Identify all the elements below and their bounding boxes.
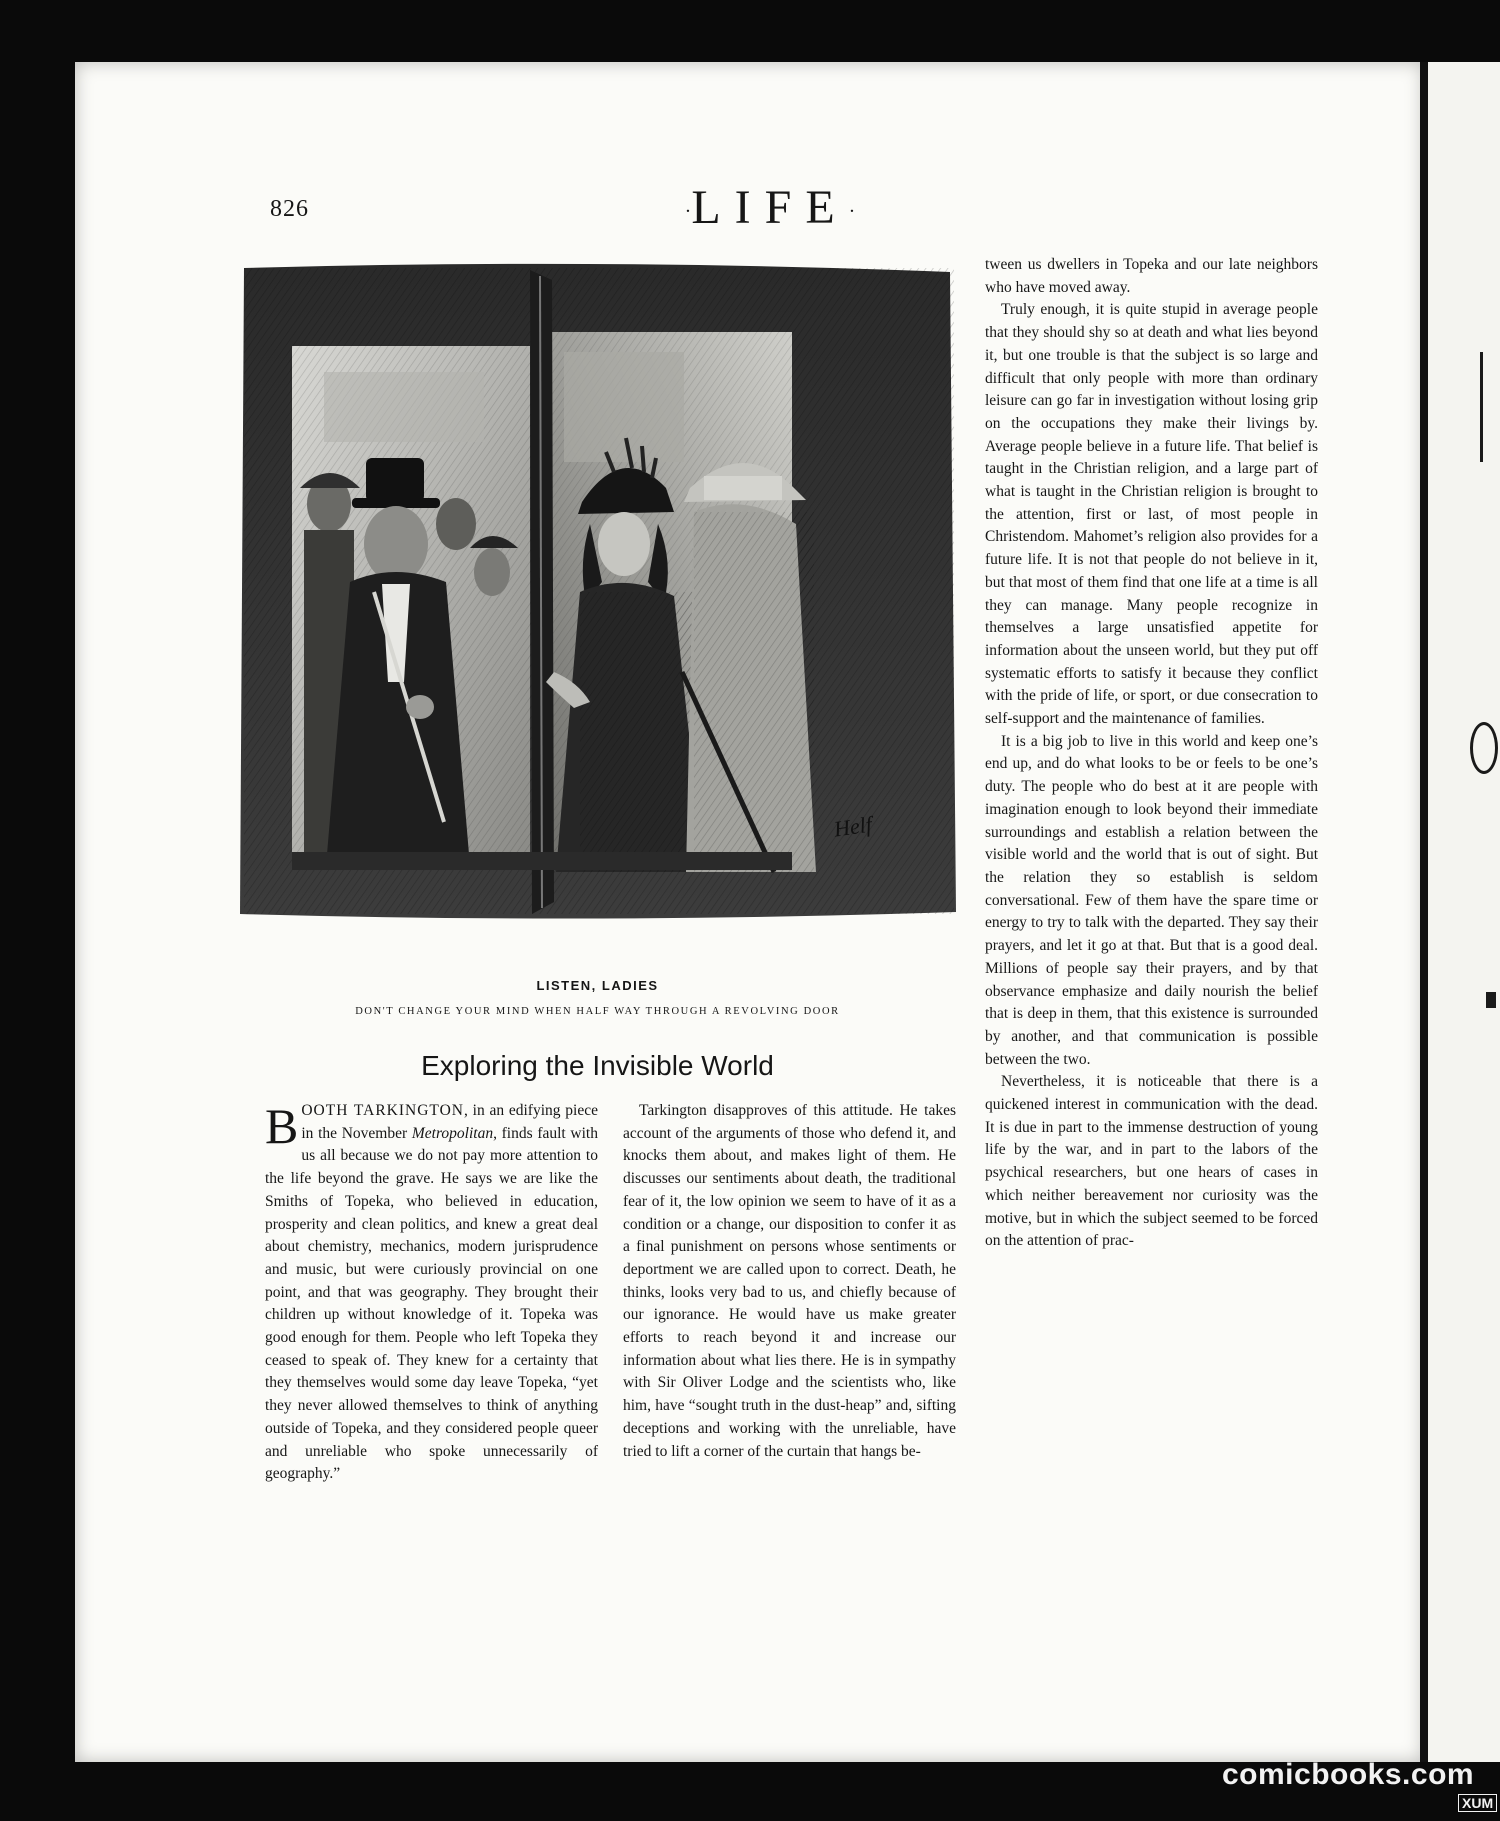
article-paragraph: Tarkington disapproves of this attitude. He takes account of the arguments of those who defend it, and knocks them about, and makes light of them. He discusses our sentiments about death, the traditional fear of it, the low opinion we seem to have of it as a condition or a change, our disposition to confer it as a final punishment on persons whose sentiments or deportment we are called upon to correct. Death, he thinks, looks very bad to us, and chiefly because of our ignorance. He would have us make greater efforts to reach beyond it and increase our information about what lies there. He is in sympathy with Sir Oliver Lodge and the scientists who, like him, have “sought truth in the dust-heap” and, sifting deceptions and working with the unreliable, have tried to lift a corner of the curtain that hangs be- bbox=[623, 1102, 956, 1460]
artist-signature: Helf bbox=[832, 811, 874, 842]
article-headline: Exploring the Invisible World bbox=[421, 1050, 774, 1081]
masthead-title: LIFE bbox=[691, 181, 849, 234]
article-paragraph: tween us dwellers in Topeka and our late neighbors who have moved away. bbox=[985, 256, 1318, 296]
article-paragraph bbox=[265, 1100, 598, 1486]
paragraph-text: , finds fault with us all because we do not pay more attention to the life beyond the grave. He says we are like the Smiths of Topeka, who believed in education, prosperity and clean politics, and knew a great deal about chemistry, mechanics, modern jurisprudence and music, but were curiously provincial on one point, and that was geography. They brought their children up without knowledge of it. Topeka was good enough for them. People who left Topeka they ceased to speak of. They knew for a certainty that they themselves would some day leave Topeka, “yet they never allowed themselves to think of anything outside of Topeka, and they considered people queer and unreliable who spoke unnecessarily of geography.” bbox=[265, 1124, 598, 1483]
article-column-2 bbox=[623, 1100, 956, 1463]
page-gutter bbox=[1420, 62, 1428, 1762]
page-number: 826 bbox=[270, 196, 309, 222]
lead-in: OOTH TARKINGTON bbox=[301, 1102, 464, 1119]
article-paragraph: Truly enough, it is quite stupid in average people that they should shy so at death and what lies beyond it, but one trouble is that the subject is so large and difficult that only people with more than ordinary leisure can go far in investigation without losing grip on the occupations they make their livings by. Average people believe in a future life. That belief is taught in the Christian religion, and a large part of what is taught in the Christian religion is brought to the attention, first or last, of most people in Christendom. Mahomet’s religion also provides for a future life. It is not that people do not believe in it, but that most of them find that one life at a time is all they can manage. Many people recognize in themselves a large unsatisfied appetite for information about the unseen world, but they put off systematic efforts to satisfy it because they conflict with the pride of life, or sport, or due consecration to self-support and the maintenance of families. bbox=[985, 301, 1318, 728]
masthead-dot-left: · bbox=[684, 200, 692, 223]
watermark-tag: XUM bbox=[1458, 1794, 1497, 1812]
watermark bbox=[1222, 1758, 1500, 1820]
watermark-site: comicbooks.com bbox=[1222, 1758, 1475, 1791]
illustration-caption-subtitle: DON'T CHANGE YOUR MIND WHEN HALF WAY THROUGH A REVOLVING DOOR bbox=[355, 1006, 840, 1017]
revolving-door-illustration bbox=[234, 262, 961, 922]
masthead-dot-right: · bbox=[848, 200, 856, 223]
drop-cap: B bbox=[265, 1098, 299, 1154]
article-column-1 bbox=[265, 1100, 598, 1486]
illustration-caption-title: LISTEN, LADIES bbox=[536, 978, 659, 993]
masthead bbox=[660, 180, 880, 235]
next-page-edge bbox=[1428, 62, 1500, 1762]
article-paragraph: It is a big job to live in this world and keep one’s end up, and do what looks to be or feels to be one’s duty. The people who do best at it are people with imagination enough to look beyond their immediate surroundings and establish a relation between the visible world and the world that is out of sight. But the relation they so establish is seldom conversational. Few of them have the spare time or energy to try to talk with the departed. They say their prayers, and let it go at that. But that is a good deal. Millions of people say their prayers, and by that observance emphasize and daily nourish the belief that is deep in them, that this existence is surrounded by another, and that communication is possible between the two. bbox=[985, 732, 1318, 1068]
publication-name: Metropolitan bbox=[411, 1124, 494, 1142]
article-paragraph: Nevertheless, it is noticeable that there is a quickened interest in communication with the dead. It is due in part to the immense destruction of young life by the war, and in part to the labors of the psychical researchers, but one hears of cases in which neither bereavement nor curiosity was the motive, but in which the subject seemed to be forced on the attention of prac- bbox=[985, 1073, 1318, 1250]
article-column-3 bbox=[985, 254, 1318, 1253]
paragraph-text: , in an edifying piece in the November bbox=[301, 1102, 598, 1142]
